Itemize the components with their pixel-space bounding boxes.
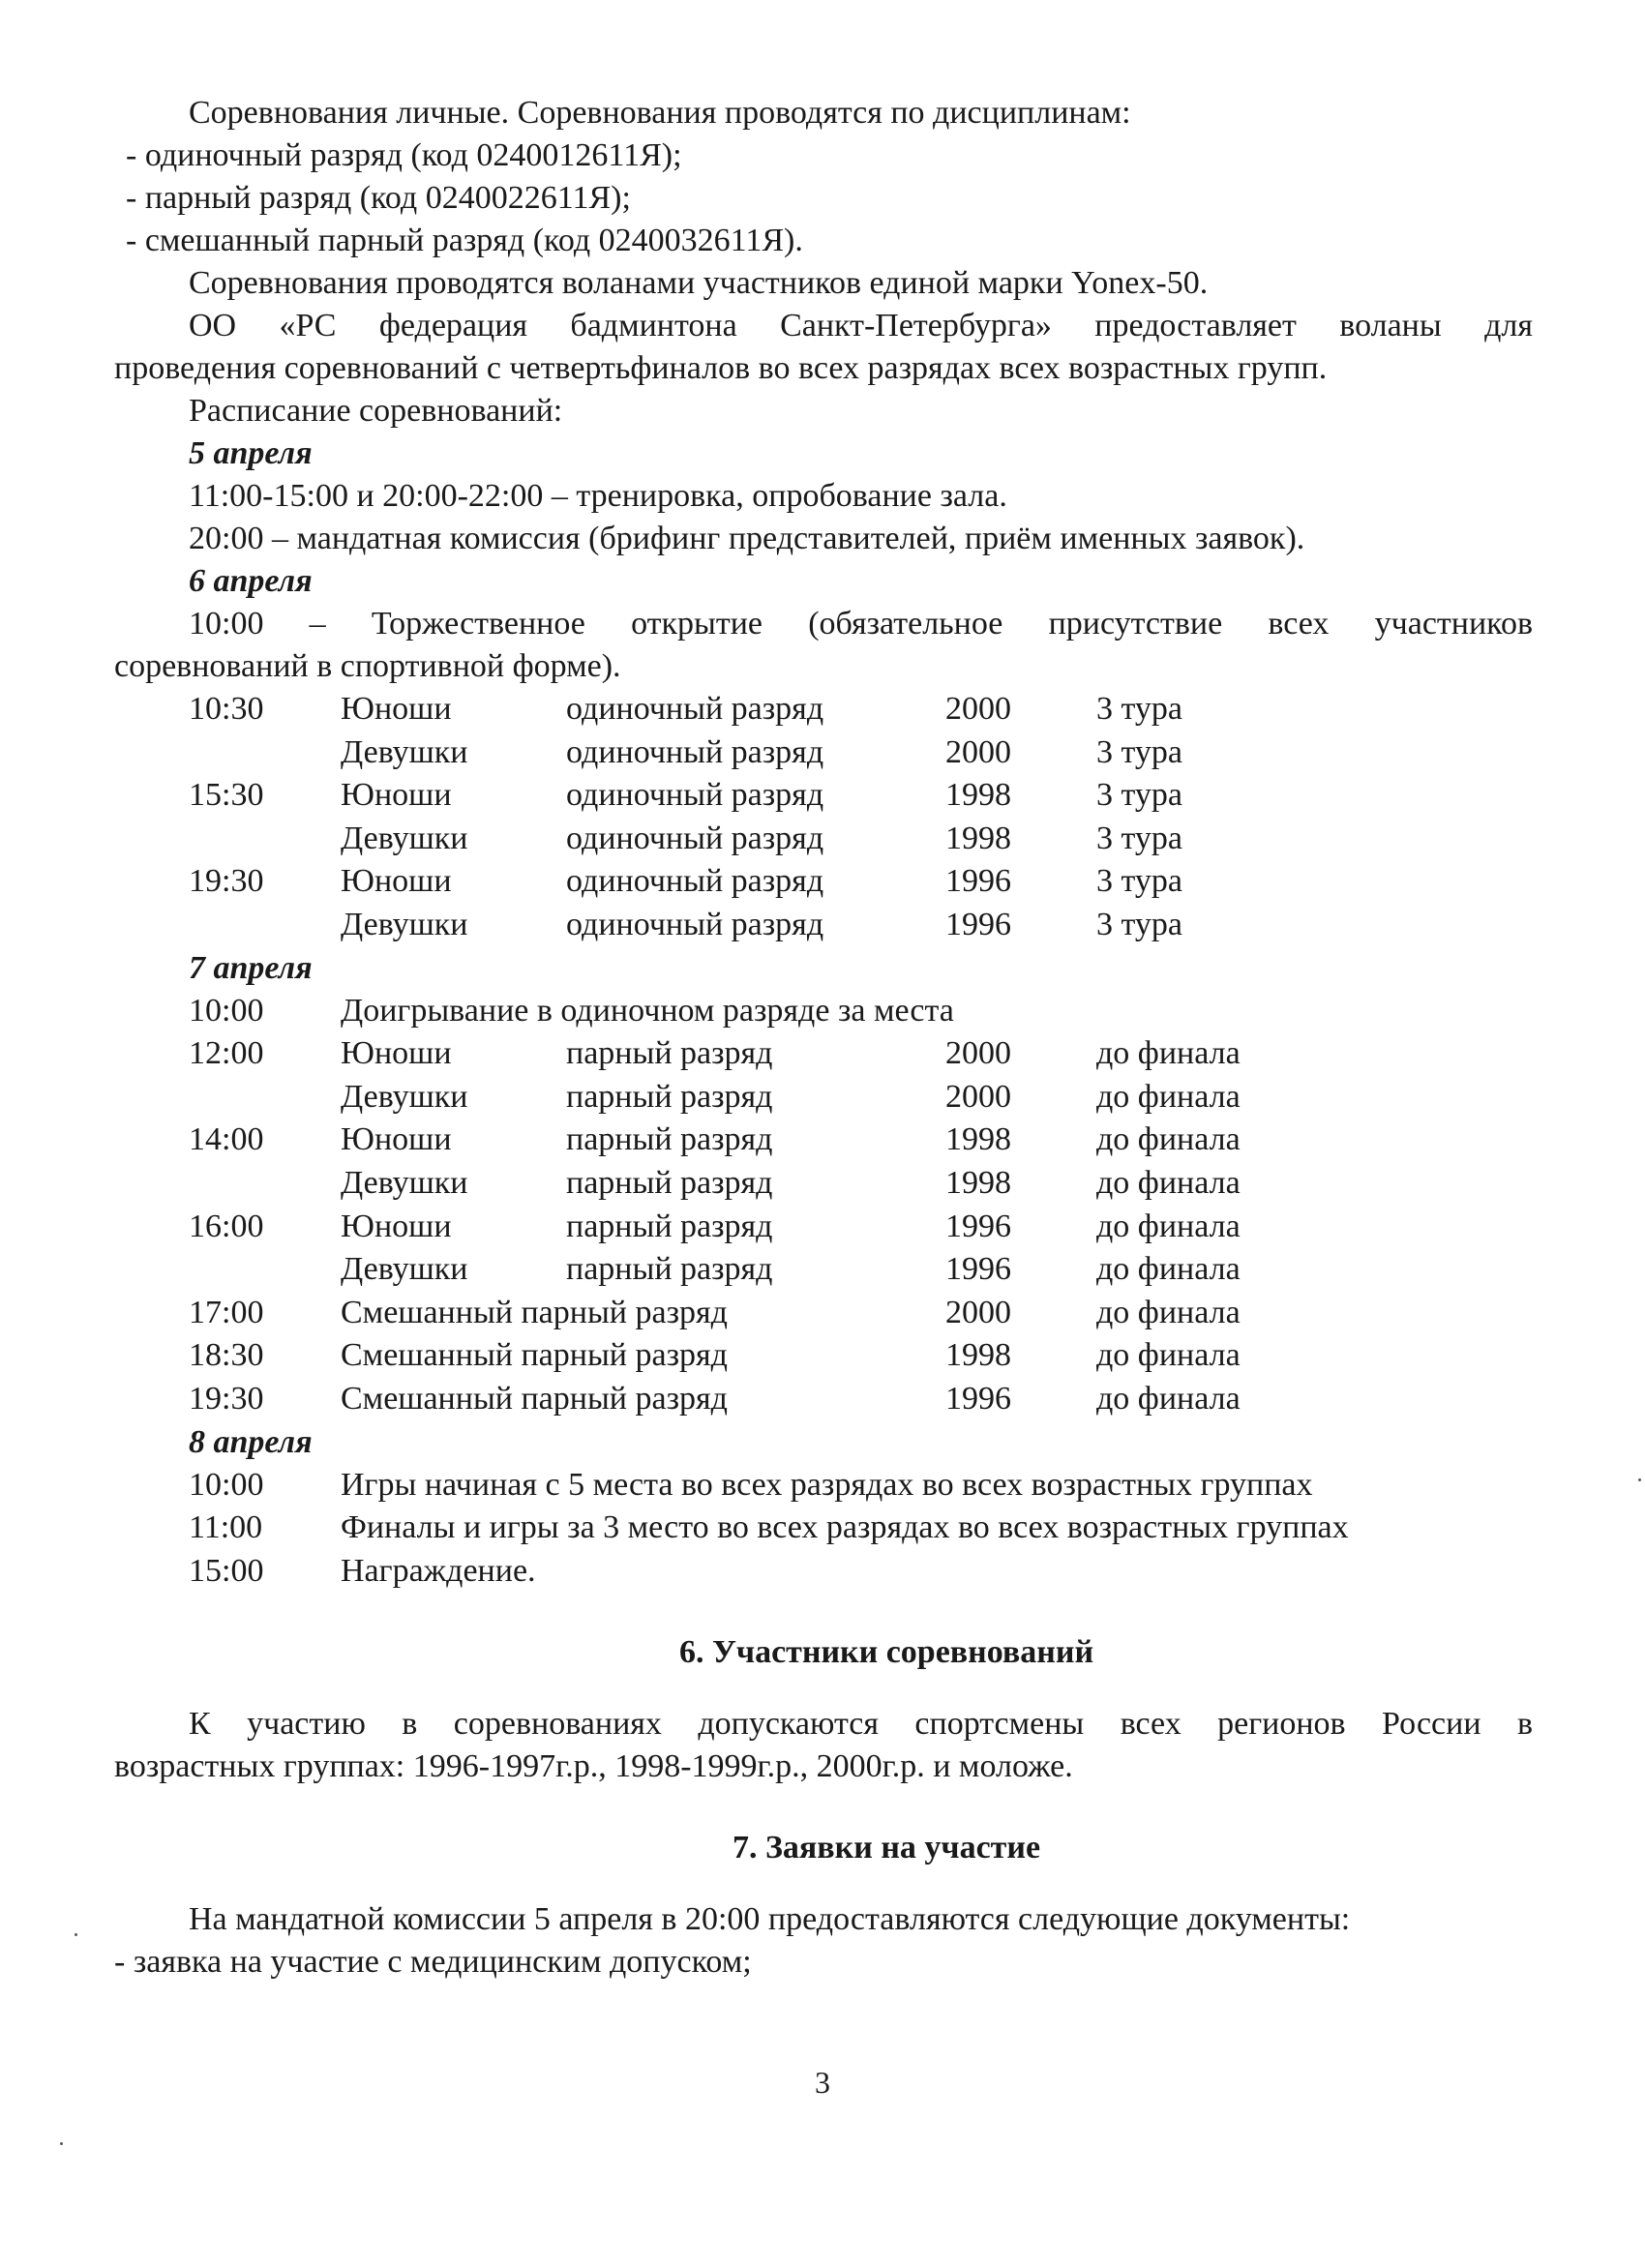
row-time: 19:30 bbox=[189, 863, 264, 900]
document-page bbox=[114, 92, 1533, 1984]
row-discipline: парный разряд bbox=[566, 1208, 773, 1244]
row-stage: 3 тура bbox=[1096, 733, 1183, 770]
schedule-row bbox=[114, 1119, 1533, 1162]
row-discipline: одиночный разряд bbox=[566, 691, 824, 727]
section-6-line2: возрастных группах: 1996-1997г.р., 1998-1999г.р., 2000г.р. и моложе. bbox=[114, 1748, 1073, 1785]
row-time: 12:00 bbox=[189, 1035, 264, 1072]
row-group: Юноши bbox=[341, 1035, 452, 1072]
row-time bbox=[114, 904, 341, 947]
schedule-row bbox=[114, 1550, 1533, 1594]
row-year: 1998 bbox=[945, 1121, 1011, 1158]
row-discipline: одиночный разряд bbox=[566, 863, 824, 900]
discipline-item: - парный разряд (код 0240022611Я); bbox=[126, 180, 631, 216]
row-year: 1998 bbox=[945, 820, 1011, 856]
row-discipline: парный разряд bbox=[566, 1251, 773, 1288]
row-discipline: парный разряд bbox=[566, 1164, 773, 1201]
schedule-table-april8 bbox=[114, 1464, 1533, 1594]
row-time: 18:30 bbox=[189, 1337, 264, 1374]
discipline-item: - одиночный разряд (код 0240012611Я); bbox=[126, 137, 682, 173]
opening-line1: 10:00 – Торжественное открытие (обязательное присутствие всех участников bbox=[189, 606, 1533, 642]
schedule-row bbox=[114, 1464, 1533, 1507]
row-group: Юноши bbox=[341, 691, 452, 727]
row-discipline: Смешанный парный разряд bbox=[341, 1380, 728, 1417]
row-year: 1996 bbox=[945, 906, 1011, 942]
row-group: Девушки bbox=[341, 906, 468, 942]
row-group: Девушки bbox=[341, 733, 468, 770]
schedule-row bbox=[114, 1292, 1533, 1335]
page-number: 3 bbox=[815, 2065, 830, 2100]
row-group: Девушки bbox=[341, 820, 468, 856]
row-group: Девушки bbox=[341, 1251, 468, 1288]
schedule-row bbox=[114, 860, 1533, 904]
row-group: Юноши bbox=[341, 1121, 452, 1158]
row-year: 2000 bbox=[945, 1035, 1011, 1072]
row-time bbox=[114, 818, 341, 861]
row-discipline: парный разряд bbox=[566, 1121, 773, 1158]
row-time: 16:00 bbox=[189, 1208, 264, 1244]
row-year: 1998 bbox=[945, 777, 1011, 814]
row-stage: 3 тура bbox=[1096, 906, 1183, 942]
row-stage: до финала bbox=[1096, 1380, 1241, 1417]
day-label-april7: 7 апреля bbox=[189, 949, 313, 986]
schedule-row bbox=[114, 1162, 1533, 1206]
row-stage: до финала bbox=[1096, 1208, 1241, 1244]
day-label-april8: 8 апреля bbox=[189, 1423, 313, 1460]
day-label-april6: 6 апреля bbox=[189, 563, 313, 599]
scan-speck bbox=[1638, 1478, 1641, 1481]
schedule-line: 11:00-15:00 и 20:00-22:00 – тренировка, опробование зала. bbox=[189, 478, 1007, 514]
row-group: Девушки bbox=[341, 1078, 468, 1115]
row-year: 2000 bbox=[945, 733, 1011, 770]
row-year: 1998 bbox=[945, 1337, 1011, 1374]
section-7-title: 7. Заявки на участие bbox=[732, 1830, 1041, 1866]
schedule-row bbox=[114, 818, 1533, 861]
row-year: 1996 bbox=[945, 1208, 1011, 1244]
section-6-title: 6. Участники соревнований bbox=[678, 1634, 1094, 1671]
discipline-item: - смешанный парный разряд (код 0240032611Я). bbox=[126, 223, 803, 258]
row-time: 15:00 bbox=[189, 1552, 264, 1589]
row-time bbox=[114, 1162, 341, 1206]
day-label-april5: 5 апреля bbox=[189, 435, 313, 471]
row-time: 10:30 bbox=[189, 691, 264, 727]
schedule-row bbox=[114, 1507, 1533, 1550]
scan-speck bbox=[75, 1933, 77, 1936]
schedule-row bbox=[114, 990, 1533, 1033]
row-time: 11:00 bbox=[189, 1509, 263, 1546]
row-discipline: одиночный разряд bbox=[566, 733, 824, 770]
row-stage: до финала bbox=[1096, 1251, 1241, 1288]
row-time: 19:30 bbox=[189, 1380, 264, 1417]
row-year: 1996 bbox=[945, 1251, 1011, 1288]
scan-speck bbox=[60, 2142, 63, 2145]
schedule-row bbox=[114, 1076, 1533, 1119]
row-time bbox=[114, 731, 341, 775]
section-7-line1: На мандатной комиссии 5 апреля в 20:00 предоставляются следующие документы: bbox=[189, 1901, 1351, 1938]
row-time: 15:30 bbox=[189, 777, 264, 814]
row-stage: до финала bbox=[1096, 1294, 1241, 1330]
schedule-row bbox=[114, 1206, 1533, 1249]
row-time: 10:00 bbox=[189, 992, 264, 1029]
row-discipline: одиночный разряд bbox=[566, 777, 824, 814]
schedule-row bbox=[114, 1334, 1533, 1378]
row-time bbox=[114, 1248, 341, 1292]
row-year: 1996 bbox=[945, 1380, 1011, 1417]
shuttles-note: Соревнования проводятся воланами участников единой марки Yonex-50. bbox=[189, 265, 1209, 301]
row-discipline: одиночный разряд bbox=[566, 820, 824, 856]
section-6-line1: К участию в соревнованиях допускаются спортсмены всех регионов России в bbox=[189, 1706, 1533, 1743]
row-time: 10:00 bbox=[189, 1466, 264, 1503]
schedule-table-april7 bbox=[114, 990, 1533, 1421]
row-group: Юноши bbox=[341, 863, 452, 900]
row-stage: 3 тура bbox=[1096, 863, 1183, 900]
row-year: 2000 bbox=[945, 1294, 1011, 1330]
opening-line2: соревнований в спортивной форме). bbox=[114, 648, 621, 684]
row-stage: 3 тура bbox=[1096, 777, 1183, 814]
row-stage: 3 тура bbox=[1096, 820, 1183, 856]
row-stage: до финала bbox=[1096, 1035, 1241, 1072]
row-discipline: Смешанный парный разряд bbox=[341, 1337, 728, 1374]
row-stage: до финала bbox=[1096, 1337, 1241, 1374]
schedule-table-april6 bbox=[114, 688, 1533, 947]
disciplines-intro: Соревнования личные. Соревнования проводятся по дисциплинам: bbox=[189, 95, 1131, 131]
row-time: 17:00 bbox=[189, 1294, 264, 1330]
row-text: Награждение. bbox=[341, 1552, 536, 1589]
schedule-row bbox=[114, 904, 1533, 947]
schedule-row bbox=[114, 1032, 1533, 1076]
schedule-row bbox=[114, 688, 1533, 731]
schedule-row bbox=[114, 1248, 1533, 1292]
row-group: Юноши bbox=[341, 1208, 452, 1244]
row-stage: до финала bbox=[1096, 1121, 1241, 1158]
row-discipline: парный разряд bbox=[566, 1078, 773, 1115]
row-discipline: Смешанный парный разряд bbox=[341, 1294, 728, 1330]
row-text: Финалы и игры за 3 место во всех разрядах во всех возрастных группах bbox=[341, 1509, 1349, 1546]
schedule-line: 20:00 – мандатная комиссия (брифинг представителей, приём именных заявок). bbox=[189, 521, 1305, 556]
row-text: Игры начиная с 5 места во всех разрядах во всех возрастных группах bbox=[341, 1466, 1313, 1503]
row-time: 14:00 bbox=[189, 1121, 264, 1158]
row-group: Юноши bbox=[341, 777, 452, 814]
federation-note-line1: ОО «РС федерация бадминтона Санкт-Петербурга» предоставляет воланы для bbox=[189, 308, 1533, 343]
row-time bbox=[114, 1076, 341, 1119]
schedule-row bbox=[114, 731, 1533, 775]
row-discipline: парный разряд bbox=[566, 1035, 773, 1072]
row-discipline: одиночный разряд bbox=[566, 906, 824, 942]
row-year: 1998 bbox=[945, 1164, 1011, 1201]
row-group: Девушки bbox=[341, 1164, 468, 1201]
row-stage: до финала bbox=[1096, 1078, 1241, 1115]
schedule-row bbox=[114, 774, 1533, 818]
schedule-heading: Расписание соревнований: bbox=[189, 393, 563, 429]
row-year: 2000 bbox=[945, 691, 1011, 727]
section-7-line2: - заявка на участие с медицинским допуском; bbox=[114, 1944, 752, 1981]
row-year: 2000 bbox=[945, 1078, 1011, 1115]
row-text: Доигрывание в одиночном разряде за места bbox=[341, 992, 954, 1029]
row-stage: 3 тура bbox=[1096, 691, 1183, 727]
row-stage: до финала bbox=[1096, 1164, 1241, 1201]
federation-note-line2: проведения соревнований с четвертьфиналов во всех разрядах всех возрастных групп. bbox=[114, 350, 1328, 386]
row-year: 1996 bbox=[945, 863, 1011, 900]
schedule-row bbox=[114, 1378, 1533, 1421]
